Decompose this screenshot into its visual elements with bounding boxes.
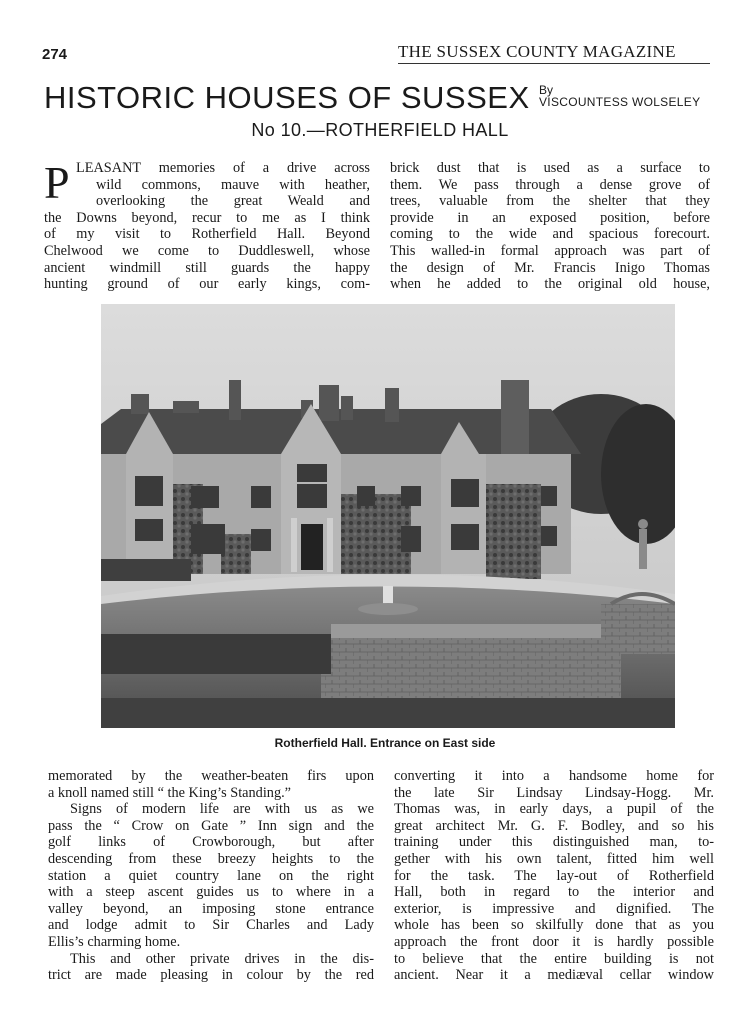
dropcap: P [44, 157, 70, 208]
text-line: station a quiet country lane on the right [48, 867, 374, 884]
text-line: approach the front door it is hardly possible [394, 933, 714, 950]
text-line: pass the “ Crow on Gate ” Inn sign and the [48, 817, 374, 834]
text-line: when he added to the original old house, [390, 276, 710, 293]
text-line: descending from these breezy heights to the [48, 850, 374, 867]
text-line: trees, valuable from the shelter that they [390, 193, 710, 210]
text-line: LEASANT memories of a drive across [76, 160, 370, 176]
hall-illustration [101, 304, 675, 728]
byline-by: By [539, 83, 554, 97]
text-line: and lodge admit to Sir Charles and Lady [48, 917, 374, 934]
text-line: wild commons, mauve with heather, [96, 176, 370, 193]
text-line: This and other private drives in the dis- [70, 950, 374, 967]
text-line: for the task. The lay-out of Rotherfield [394, 867, 714, 884]
text-line: hunting ground of our early kings, com- [44, 276, 370, 293]
text-line: of my visit to Rotherfield Hall. Beyond [44, 226, 370, 243]
text-line: coming to the wide and spacious forecourt. [390, 226, 710, 243]
page-number: 274 [42, 46, 68, 63]
photograph [101, 304, 675, 728]
article-subtitle: No 10.—ROTHERFIELD HALL [251, 120, 509, 140]
text-line: converting it into a handsome home for [394, 768, 714, 784]
column-top-right [390, 160, 710, 293]
text-line: This walled-in formal approach was part of [390, 242, 710, 259]
text-line: trict are made pleasing in colour by the red [48, 967, 374, 984]
text-line: whole has been so skilfully done that as you [394, 917, 714, 934]
text-line: ancient. Near it a mediæval cellar window [394, 967, 714, 984]
column-bottom-left [48, 768, 374, 984]
text-line: the late Sir Lindsay Lindsay-Hogg. Mr. [394, 784, 714, 801]
text-line: Ellis’s charming home. [48, 933, 181, 950]
text-line: Chelwood we come to Duddleswell, whose [44, 242, 370, 259]
text-line: ancient windmill still guards the happy [44, 259, 370, 276]
text-line: provide in an exposed position, before [390, 209, 710, 226]
text-line: memorated by the weather-beaten firs upon [48, 768, 374, 784]
text-line: to believe that the entire building is not [394, 950, 714, 967]
text-line: brick dust that is used as a surface to [390, 160, 710, 176]
column-top-left [44, 157, 370, 293]
text-line: with a steep ascent guides us to where in a [48, 884, 374, 901]
byline-author: VISCOUNTESS WOLSELEY [539, 95, 701, 109]
text-line: overlooking the great Weald and [96, 193, 370, 210]
text-line: great architect Mr. G. F. Bodley, and so his [394, 817, 714, 834]
text-line: training under this distinguished man, to- [394, 834, 714, 851]
text-line: gether with his own talent, fitted him well [394, 850, 714, 867]
figure-caption: Rotherfield Hall. Entrance on East side [274, 736, 496, 750]
text-line: them. We pass through a dense grove of [390, 176, 710, 193]
running-head: THE SUSSEX COUNTY MAGAZINE [398, 42, 710, 64]
text-line: a knoll named still “ the King’s Standing.” [48, 784, 292, 801]
article-title: HISTORIC HOUSES OF SUSSEX [44, 80, 530, 115]
text-line: the design of Mr. Francis Inigo Thomas [390, 259, 710, 276]
column-bottom-right [394, 768, 714, 984]
text-line: golf links of Crowborough, but after [48, 834, 374, 851]
text-line: Thomas was, in early days, a pupil of the [394, 801, 714, 818]
byline [539, 84, 700, 108]
text-line: valley beyond, an imposing stone entrance [48, 900, 374, 917]
text-line: the Downs beyond, recur to me as I think [44, 209, 370, 226]
text-line: Hall, both in regard to the interior and [394, 884, 714, 901]
text-line: Signs of modern life are with us as we [70, 801, 374, 818]
text-line: exterior, is impressive and dignified. The [394, 900, 714, 917]
